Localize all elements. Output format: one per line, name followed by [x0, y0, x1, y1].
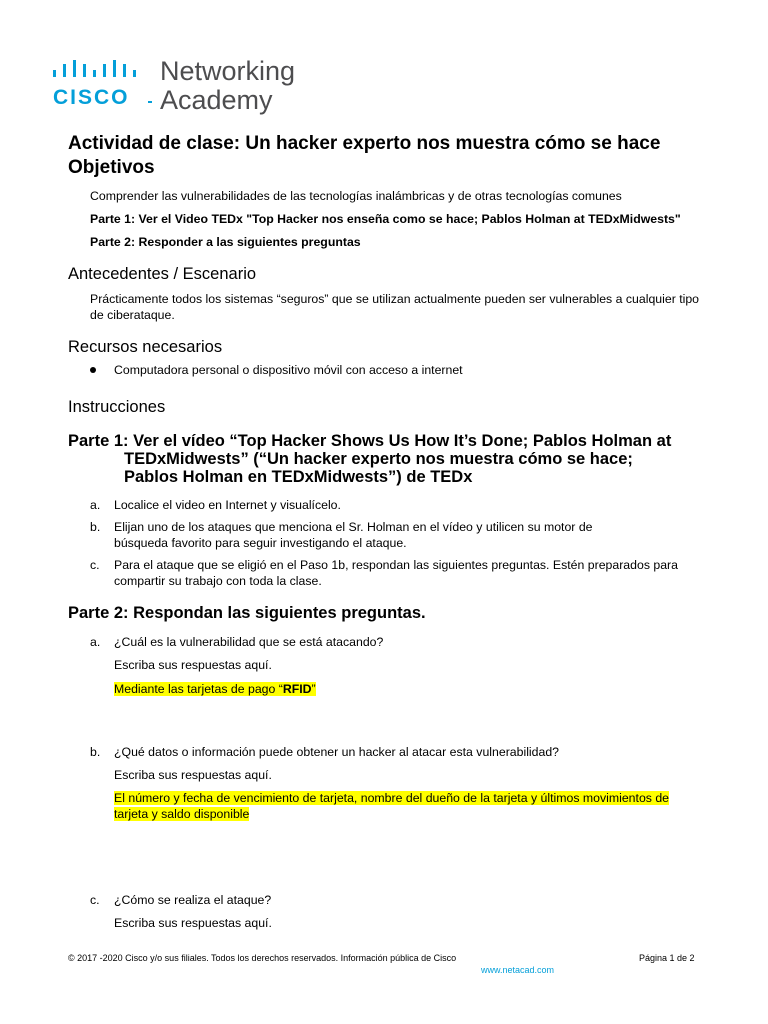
resources-heading: Recursos necesarios	[68, 338, 223, 356]
question-marker: b.	[90, 745, 101, 759]
step-marker: b.	[90, 520, 101, 534]
answer-text[interactable]	[114, 790, 699, 822]
step-marker: a.	[90, 498, 101, 512]
background-text: Prácticamente todos los sistemas “seguros” que se utilizan actualmente pueden ser vulnerables a cualquier tipo de ciberataque.	[90, 292, 700, 322]
objective-part2: Parte 2: Responder a las siguientes preguntas	[90, 235, 361, 249]
part1-heading-line1: Parte 1: Ver el vídeo “Top Hacker Shows Us How It’s Done; Pablos Holman at	[68, 432, 672, 450]
footer-copyright: © 2017 -2020 Cisco y/o sus filiales. Todos los derechos reservados. Información pública de Cisco	[68, 953, 457, 963]
answer-text[interactable]	[114, 681, 714, 697]
answer-suffix: ”	[311, 682, 316, 696]
cisco-bars-icon	[52, 60, 144, 80]
instructions-heading: Instrucciones	[68, 398, 166, 416]
logo-academy: Academy	[160, 85, 273, 115]
answer-prompt: Escriba sus respuestas aquí.	[114, 768, 272, 782]
step-marker: c.	[90, 558, 100, 572]
background-heading: Antecedentes / Escenario	[68, 265, 257, 283]
answer-prompt: Escriba sus respuestas aquí.	[114, 916, 272, 930]
part1-heading-line3: Pablos Holman en TEDxMidwests”) de TEDx	[124, 468, 473, 486]
answer-highlight: El número y fecha de vencimiento de tarjeta, nombre del dueño de la tarjeta y últimos movimientos de tarjeta y saldo disponible	[114, 791, 670, 821]
logo-networking: Networking	[160, 56, 296, 86]
question-text: ¿Cuál es la vulnerabilidad que se está atacando?	[114, 635, 384, 649]
question-marker: a.	[90, 635, 101, 649]
question-text: ¿Qué datos o información puede obtener un hacker al atacar esta vulnerabilidad?	[114, 745, 560, 759]
question-text: ¿Cómo se realiza el ataque?	[114, 893, 272, 907]
objectives-heading: Objetivos	[68, 157, 155, 178]
answer-prefix: Mediante las tarjetas de pago “	[114, 682, 283, 696]
part2-heading: Parte 2: Respondan las siguientes preguntas.	[68, 604, 426, 622]
step-text: Localice el video en Internet y visualícelo.	[114, 498, 341, 512]
page-title: Actividad de clase: Un hacker experto nos muestra cómo se hace	[68, 133, 661, 154]
answer-prompt: Escriba sus respuestas aquí.	[114, 658, 272, 672]
bullet-dot	[90, 367, 96, 373]
logo-dot	[148, 101, 152, 103]
step-text: Elijan uno de los ataques que menciona el Sr. Holman en el vídeo y utilicen su motor de búsqueda favorito para seguir investigando el ataque.	[114, 520, 593, 550]
part1-heading	[68, 432, 718, 486]
objective-part1: Parte 1: Ver el Video TEDx "Top Hacker nos enseña como se hace; Pablos Holman at TEDxMidwests"	[90, 212, 681, 226]
footer-link[interactable]: www.netacad.com	[481, 965, 555, 975]
footer-page-number: Página 1 de 2	[639, 953, 695, 963]
objective-text: Comprender las vulnerabilidades de las tecnologías inalámbricas y de otras tecnologías comunes	[90, 189, 622, 203]
cisco-wordmark: CISCO	[53, 86, 130, 109]
cisco-networking-academy-logo	[52, 56, 312, 118]
question-marker: c.	[90, 893, 100, 907]
answer-bold: RFID	[282, 682, 312, 696]
step-text: Para el ataque que se eligió en el Paso 1b, respondan las siguientes preguntas. Estén preparados para compartir su trabajo con toda la clase.	[114, 558, 678, 588]
resource-item: Computadora personal o dispositivo móvil con acceso a internet	[114, 363, 463, 377]
part1-heading-line2: TEDxMidwests” (“Un hacker experto nos muestra cómo se hace;	[124, 450, 633, 468]
